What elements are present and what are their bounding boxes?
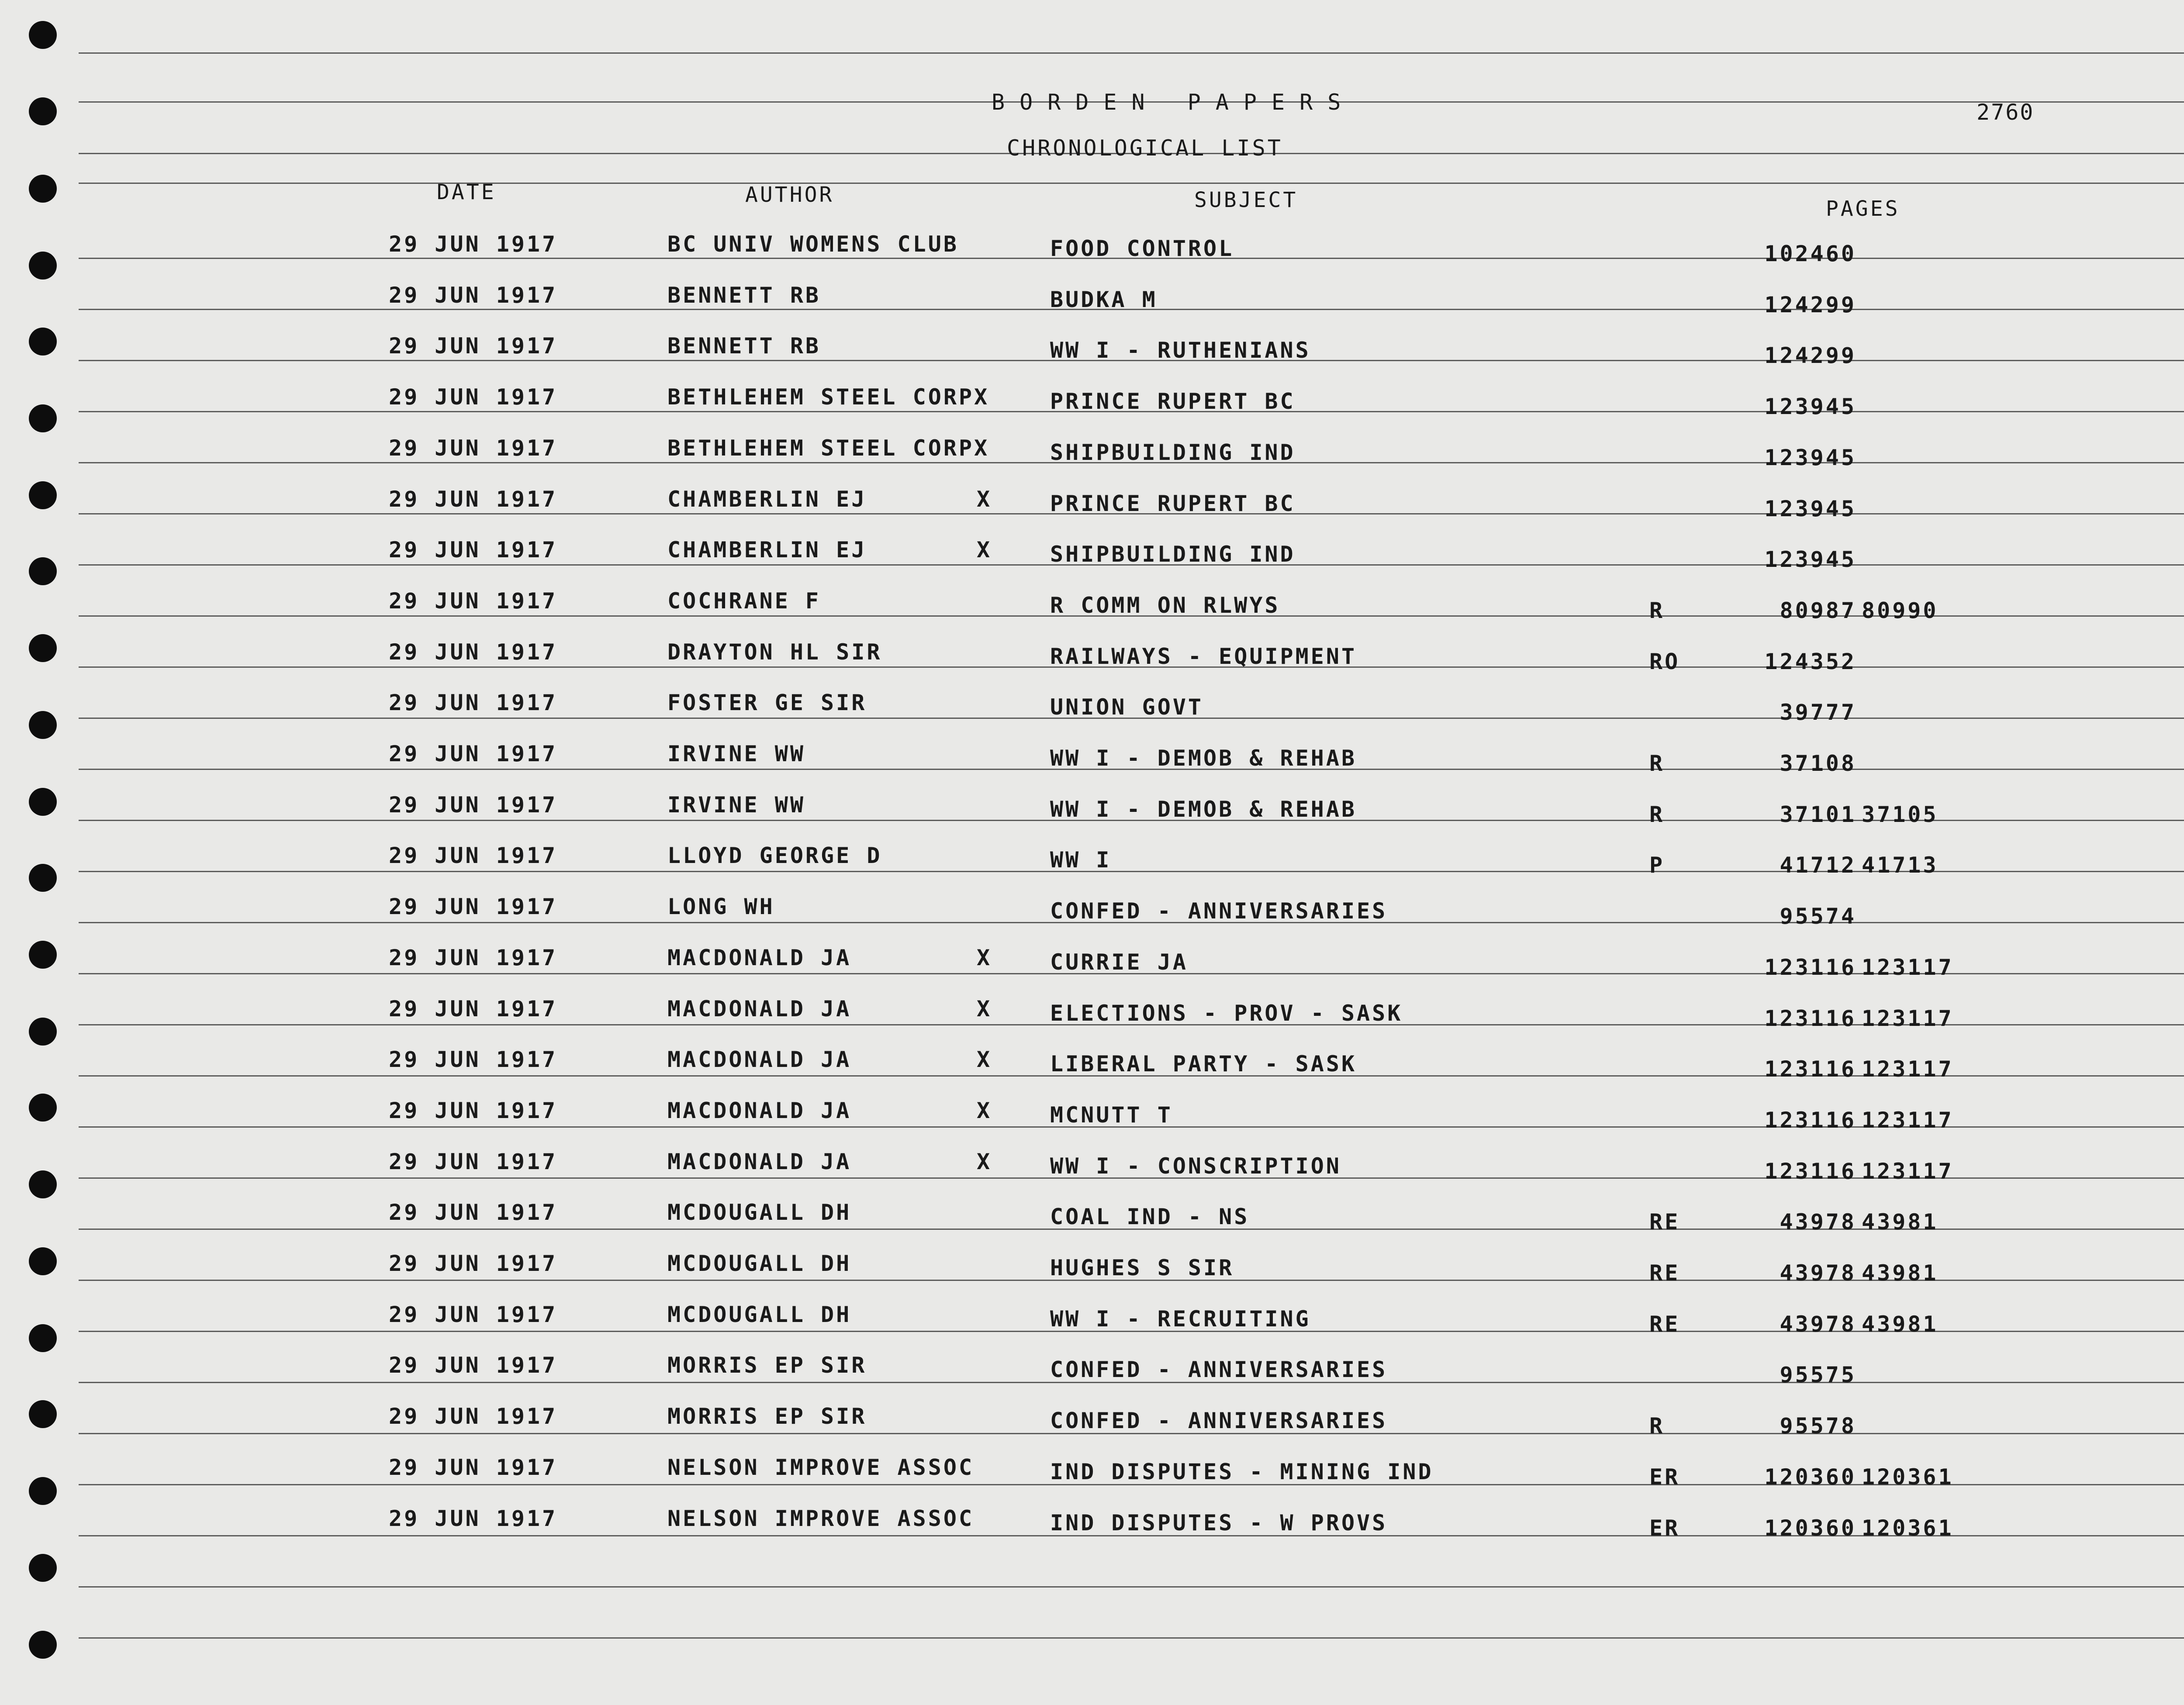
- row-subject: COAL IND - NS: [1050, 1204, 1250, 1230]
- row-date: 29 JUN 1917: [389, 333, 558, 359]
- row-page-end: 120361: [1862, 1464, 1954, 1490]
- row-date: 29 JUN 1917: [389, 1404, 558, 1429]
- row-page-start: 41712: [1780, 852, 1856, 878]
- row-date: 29 JUN 1917: [389, 792, 558, 818]
- column-header-pages: PAGES: [1826, 197, 1900, 221]
- row-page-start: 123116: [1764, 1107, 1856, 1133]
- row-page-start: 123945: [1764, 496, 1856, 521]
- row-author: MACDONALD JA: [667, 996, 852, 1022]
- row-page-start: 124299: [1764, 343, 1856, 369]
- row-date: 29 JUN 1917: [389, 282, 558, 308]
- left-feed-hole: [29, 1631, 57, 1659]
- row-author: MCDOUGALL DH: [667, 1200, 852, 1225]
- row-subject: WW I - RECRUITING: [1050, 1306, 1311, 1332]
- row-page-start: 123116: [1764, 1056, 1856, 1082]
- row-page-start: 102460: [1764, 241, 1856, 266]
- row-author: MACDONALD JA: [667, 1149, 852, 1174]
- row-subject: CONFED - ANNIVERSARIES: [1050, 898, 1388, 924]
- table-row: [0, 996, 2184, 1047]
- row-subject: CURRIE JA: [1050, 949, 1188, 975]
- table-row: [0, 435, 2184, 486]
- row-date: 29 JUN 1917: [389, 1200, 558, 1225]
- row-page-start: 120360: [1764, 1464, 1856, 1490]
- row-author: BENNETT RB: [667, 282, 821, 308]
- row-author: MACDONALD JA: [667, 1047, 852, 1073]
- column-header-date: DATE: [437, 180, 496, 204]
- row-page-start: 123116: [1764, 954, 1856, 980]
- row-author: BETHLEHEM STEEL CORPX: [667, 384, 990, 410]
- table-row: [0, 945, 2184, 996]
- column-header-subject: SUBJECT: [1194, 188, 1298, 212]
- row-date: 29 JUN 1917: [389, 639, 558, 665]
- row-cross-reference-mark: X: [977, 537, 992, 563]
- row-subject: WW I - DEMOB & REHAB: [1050, 746, 1357, 771]
- row-date: 29 JUN 1917: [389, 1353, 558, 1378]
- row-subject: ELECTIONS - PROV - SASK: [1050, 1000, 1403, 1026]
- row-author: NELSON IMPROVE ASSOC: [667, 1454, 975, 1480]
- table-row: [0, 690, 2184, 741]
- row-page-start: 43978: [1780, 1311, 1856, 1337]
- table-row: [0, 1506, 2184, 1557]
- row-page-start: 120360: [1764, 1515, 1856, 1541]
- table-row: [0, 283, 2184, 333]
- row-subject: R COMM ON RLWYS: [1050, 592, 1280, 618]
- row-date: 29 JUN 1917: [389, 996, 558, 1022]
- row-page-start: 39777: [1780, 700, 1856, 725]
- row-date: 29 JUN 1917: [389, 1098, 558, 1123]
- page-number: 2760: [1977, 100, 2035, 125]
- row-author: MCDOUGALL DH: [667, 1251, 852, 1276]
- left-feed-hole: [29, 1554, 57, 1582]
- row-page-start: 95578: [1780, 1413, 1856, 1439]
- table-row: [0, 1302, 2184, 1353]
- row-author: COCHRANE F: [667, 588, 821, 614]
- row-page-start: 123116: [1764, 1005, 1856, 1031]
- row-date: 29 JUN 1917: [389, 741, 558, 766]
- row-date: 29 JUN 1917: [389, 1505, 558, 1531]
- row-author: CHAMBERLIN EJ: [667, 486, 867, 512]
- row-date: 29 JUN 1917: [389, 486, 558, 512]
- row-page-start: 123945: [1764, 445, 1856, 470]
- row-cross-reference-mark: X: [977, 1047, 992, 1073]
- document-subtitle: CHRONOLOGICAL LIST: [1007, 135, 1283, 161]
- row-subject: IND DISPUTES - MINING IND: [1050, 1459, 1434, 1484]
- table-row: [0, 1149, 2184, 1200]
- table-row: [0, 333, 2184, 384]
- document-title: BORDEN PAPERS: [992, 90, 1356, 115]
- row-page-end: 123117: [1862, 954, 1954, 980]
- row-subject: WW I: [1050, 847, 1112, 873]
- row-subject: WW I - CONSCRIPTION: [1050, 1153, 1341, 1179]
- row-page-end: 120361: [1862, 1515, 1954, 1541]
- row-flag: R: [1649, 1413, 1665, 1439]
- row-subject: MCNUTT T: [1050, 1102, 1173, 1128]
- row-author: CHAMBERLIN EJ: [667, 537, 867, 563]
- table-row: [0, 1251, 2184, 1301]
- ruled-line: [79, 1637, 2184, 1639]
- table-row: [0, 588, 2184, 639]
- row-flag: RE: [1649, 1260, 1680, 1286]
- row-page-start: 124352: [1764, 649, 1856, 674]
- row-page-start: 95574: [1780, 904, 1856, 929]
- row-author: BC UNIV WOMENS CLUB: [667, 231, 959, 257]
- row-author: BETHLEHEM STEEL CORPX: [667, 435, 990, 461]
- row-flag: ER: [1649, 1464, 1680, 1490]
- table-row: [0, 384, 2184, 435]
- row-date: 29 JUN 1917: [389, 435, 558, 461]
- table-row: [0, 792, 2184, 843]
- row-date: 29 JUN 1917: [389, 1149, 558, 1174]
- row-flag: R: [1649, 597, 1665, 623]
- row-page-end: 123117: [1862, 1158, 1954, 1184]
- row-author: MACDONALD JA: [667, 1098, 852, 1123]
- row-cross-reference-mark: X: [977, 996, 992, 1022]
- row-page-start: 37101: [1780, 801, 1856, 827]
- row-author: LONG WH: [667, 894, 775, 920]
- row-author: MACDONALD JA: [667, 945, 852, 970]
- row-author: BENNETT RB: [667, 333, 821, 359]
- row-date: 29 JUN 1917: [389, 588, 558, 614]
- table-row: [0, 741, 2184, 792]
- row-author: FOSTER GE SIR: [667, 690, 867, 716]
- row-date: 29 JUN 1917: [389, 1047, 558, 1073]
- table-row: [0, 1200, 2184, 1250]
- row-page-end: 43981: [1862, 1311, 1939, 1337]
- row-flag: RE: [1649, 1311, 1680, 1337]
- row-page-start: 37108: [1780, 751, 1856, 776]
- row-page-end: 123117: [1862, 1056, 1954, 1082]
- row-author: LLOYD GEORGE D: [667, 843, 882, 869]
- row-flag: R: [1649, 801, 1665, 827]
- row-subject: SHIPBUILDING IND: [1050, 542, 1296, 567]
- row-subject: UNION GOVT: [1050, 694, 1204, 720]
- row-author: MORRIS EP SIR: [667, 1404, 867, 1429]
- row-page-end: 43981: [1862, 1209, 1939, 1235]
- ruled-line: [79, 52, 2184, 54]
- row-subject: RAILWAYS - EQUIPMENT: [1050, 643, 1357, 669]
- row-subject: SHIPBUILDING IND: [1050, 439, 1296, 465]
- row-subject: PRINCE RUPERT BC: [1050, 490, 1296, 516]
- table-row: [0, 1353, 2184, 1403]
- table-row: [0, 487, 2184, 537]
- ruled-line: [79, 1586, 2184, 1588]
- row-date: 29 JUN 1917: [389, 231, 558, 257]
- row-author: MCDOUGALL DH: [667, 1301, 852, 1327]
- row-author: DRAYTON HL SIR: [667, 639, 882, 665]
- row-subject: HUGHES S SIR: [1050, 1255, 1234, 1280]
- row-page-start: 123945: [1764, 394, 1856, 420]
- row-flag: RE: [1649, 1209, 1680, 1235]
- table-row: [0, 843, 2184, 894]
- row-subject: LIBERAL PARTY - SASK: [1050, 1051, 1357, 1077]
- row-author: IRVINE WW: [667, 741, 805, 766]
- row-page-start: 123116: [1764, 1158, 1856, 1184]
- row-page-end: 80990: [1862, 597, 1939, 623]
- row-date: 29 JUN 1917: [389, 690, 558, 716]
- table-row: [0, 537, 2184, 588]
- table-row: [0, 1404, 2184, 1454]
- row-cross-reference-mark: X: [977, 1098, 992, 1123]
- row-page-end: 123117: [1862, 1005, 1954, 1031]
- row-page-end: 37105: [1862, 801, 1939, 827]
- row-subject: IND DISPUTES - W PROVS: [1050, 1510, 1388, 1536]
- row-date: 29 JUN 1917: [389, 537, 558, 563]
- row-date: 29 JUN 1917: [389, 843, 558, 869]
- row-page-start: 43978: [1780, 1260, 1856, 1286]
- table-row: [0, 1455, 2184, 1505]
- row-flag: P: [1649, 852, 1665, 878]
- row-cross-reference-mark: X: [977, 1149, 992, 1174]
- table-row: [0, 894, 2184, 945]
- row-subject: CONFED - ANNIVERSARIES: [1050, 1408, 1388, 1434]
- row-cross-reference-mark: X: [977, 945, 992, 970]
- row-cross-reference-mark: X: [977, 486, 992, 512]
- row-date: 29 JUN 1917: [389, 1301, 558, 1327]
- row-page-start: 80987: [1780, 597, 1856, 623]
- row-flag: R: [1649, 751, 1665, 776]
- row-subject: BUDKA M: [1050, 286, 1158, 312]
- row-subject: WW I - DEMOB & REHAB: [1050, 796, 1357, 822]
- row-date: 29 JUN 1917: [389, 894, 558, 920]
- row-author: IRVINE WW: [667, 792, 805, 818]
- row-subject: CONFED - ANNIVERSARIES: [1050, 1357, 1388, 1383]
- row-page-start: 95575: [1780, 1362, 1856, 1388]
- table-row: [0, 231, 2184, 282]
- row-page-start: 43978: [1780, 1209, 1856, 1235]
- row-page-end: 123117: [1862, 1107, 1954, 1133]
- left-feed-hole: [29, 175, 57, 203]
- row-author: NELSON IMPROVE ASSOC: [667, 1505, 975, 1531]
- row-subject: FOOD CONTROL: [1050, 236, 1234, 261]
- row-flag: ER: [1649, 1515, 1680, 1541]
- table-row: [0, 1047, 2184, 1098]
- row-page-start: 123945: [1764, 547, 1856, 573]
- left-feed-hole: [29, 21, 57, 49]
- row-page-start: 124299: [1764, 292, 1856, 318]
- left-feed-hole: [29, 97, 57, 125]
- table-row: [0, 1098, 2184, 1149]
- row-date: 29 JUN 1917: [389, 1251, 558, 1276]
- row-flag: RO: [1649, 649, 1680, 674]
- column-header-author: AUTHOR: [745, 183, 834, 207]
- ruled-line: [79, 183, 2184, 184]
- row-subject: PRINCE RUPERT BC: [1050, 389, 1296, 414]
- row-date: 29 JUN 1917: [389, 1454, 558, 1480]
- row-page-end: 43981: [1862, 1260, 1939, 1286]
- row-page-end: 41713: [1862, 852, 1939, 878]
- row-date: 29 JUN 1917: [389, 945, 558, 970]
- row-subject: WW I - RUTHENIANS: [1050, 338, 1311, 363]
- table-row: [0, 639, 2184, 690]
- row-author: MORRIS EP SIR: [667, 1353, 867, 1378]
- row-date: 29 JUN 1917: [389, 384, 558, 410]
